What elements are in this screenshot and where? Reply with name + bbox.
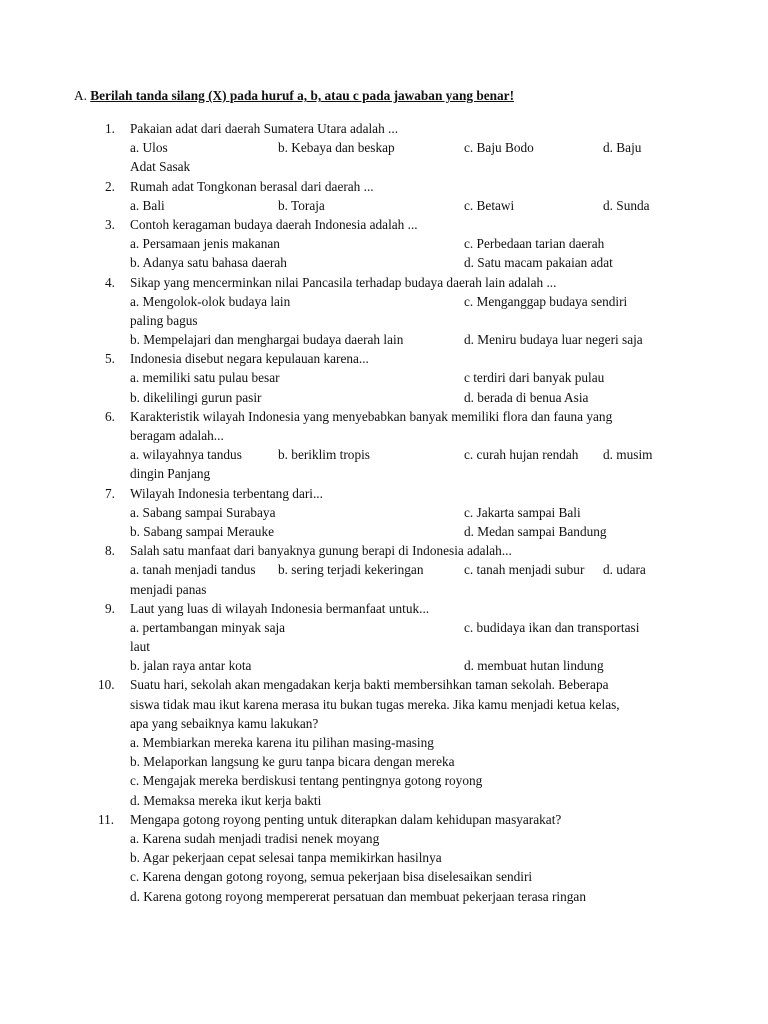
answer-options-row	[0, 580, 768, 599]
question-number: 6.	[105, 408, 115, 424]
question-list	[0, 119, 768, 906]
answer-options-row	[0, 196, 768, 215]
answer-option-continuation: Adat Sasak	[130, 159, 191, 175]
answer-options-row	[0, 887, 768, 906]
answer-option[interactable]: d. Meniru budaya luar negeri saja	[464, 332, 643, 348]
answer-option[interactable]: b. Mempelajari dan menghargai budaya daerah lain	[130, 332, 404, 348]
question-stem-line	[0, 810, 768, 829]
answer-option[interactable]: c. tanah menjadi subur	[464, 562, 585, 578]
answer-option[interactable]: b. jalan raya antar kota	[130, 658, 252, 674]
answer-option[interactable]: b. dikelilingi gurun pasir	[130, 389, 262, 405]
answer-option[interactable]: a. Membiarkan mereka karena itu pilihan masing-masing	[130, 735, 434, 750]
answer-option[interactable]: d. Baju	[603, 140, 642, 156]
answer-options-row	[0, 867, 768, 886]
answer-option[interactable]: d. musim	[603, 447, 653, 463]
question-text: Sikap yang mencerminkan nilai Pancasila terhadap budaya daerah lain adalah ...	[130, 274, 557, 290]
question-item	[0, 541, 768, 599]
answer-options-row	[0, 464, 768, 483]
answer-option[interactable]: d. Medan sampai Bandung	[464, 523, 607, 539]
answer-option[interactable]: a. Bali	[130, 197, 165, 213]
answer-options-row	[0, 656, 768, 675]
question-number: 8.	[105, 543, 115, 559]
question-stem-line	[0, 426, 768, 445]
section-heading	[74, 86, 514, 105]
answer-option[interactable]: d. Karena gotong royong mempererat persatuan dan membuat pekerjaan terasa ringan	[130, 888, 586, 904]
answer-option[interactable]: c. budidaya ikan dan transportasi	[464, 619, 640, 635]
answer-options-row	[0, 388, 768, 407]
answer-options-row	[0, 253, 768, 272]
answer-options-row	[0, 637, 768, 656]
answer-option[interactable]: b. Melaporkan langsung ke guru tanpa bicara dengan mereka	[130, 754, 455, 770]
answer-option[interactable]: c. Baju Bodo	[464, 140, 534, 156]
answer-option[interactable]: d. Sunda	[603, 197, 650, 213]
answer-options-row	[0, 829, 768, 848]
question-number: 7.	[105, 485, 115, 501]
question-stem-line	[0, 599, 768, 618]
answer-option[interactable]: b. Sabang sampai Merauke	[130, 523, 275, 539]
answer-option[interactable]: d. membuat hutan lindung	[464, 658, 604, 674]
question-text: Karakteristik wilayah Indonesia yang menyebabkan banyak memiliki flora dan fauna yang	[130, 408, 613, 424]
answer-option[interactable]: b. Adanya satu bahasa daerah	[130, 255, 287, 271]
answer-options-row	[0, 234, 768, 253]
question-stem-line	[0, 215, 768, 234]
question-text: apa yang sebaiknya kamu lakukan?	[130, 715, 319, 731]
question-item	[0, 349, 768, 407]
answer-option[interactable]: a. tanah menjadi tandus	[130, 562, 256, 578]
answer-options-row	[0, 522, 768, 541]
answer-options-row	[0, 157, 768, 176]
answer-option[interactable]: d. Memaksa mereka ikut kerja bakti	[130, 792, 322, 808]
question-text: Salah satu manfaat dari banyaknya gunung berapi di Indonesia adalah...	[130, 543, 512, 559]
answer-option-continuation: paling bagus	[130, 312, 198, 328]
answer-option[interactable]: c. Menganggap budaya sendiri	[464, 293, 628, 309]
answer-option[interactable]: a. wilayahnya tandus	[130, 447, 242, 463]
answer-option[interactable]: c. Jakarta sampai Bali	[464, 504, 581, 520]
question-number: 9.	[105, 600, 115, 616]
answer-options-row	[0, 330, 768, 349]
answer-option[interactable]: b. sering terjadi kekeringan	[278, 562, 424, 578]
answer-option[interactable]: b. beriklim tropis	[278, 447, 370, 463]
answer-options-row	[0, 138, 768, 157]
question-stem-line	[0, 273, 768, 292]
question-item	[0, 675, 768, 809]
question-stem-line	[0, 695, 768, 714]
answer-options-row	[0, 618, 768, 637]
answer-option[interactable]: b. Kebaya dan beskap	[278, 140, 395, 156]
question-text: Pakaian adat dari daerah Sumatera Utara adalah ...	[130, 121, 399, 136]
question-stem-line	[0, 407, 768, 426]
question-number: 10.	[98, 677, 115, 693]
question-item	[0, 599, 768, 676]
answer-option[interactable]: c. curah hujan rendah	[464, 447, 579, 463]
answer-options-row	[0, 503, 768, 522]
answer-options-row	[0, 771, 768, 790]
question-text: beragam adalah...	[130, 428, 224, 443]
answer-option[interactable]: a. pertambangan minyak saja	[130, 619, 286, 635]
question-text: Suatu hari, sekolah akan mengadakan kerja bakti membersihkan taman sekolah. Beberapa	[130, 677, 609, 693]
answer-option[interactable]: a. Karena sudah menjadi tradisi nenek moyang	[130, 830, 380, 846]
answer-option-continuation: menjadi panas	[130, 581, 207, 597]
answer-options-row	[0, 791, 768, 810]
question-number: 2.	[105, 178, 115, 194]
question-item	[0, 810, 768, 906]
answer-option[interactable]: b. Agar pekerjaan cepat selesai tanpa memikirkan hasilnya	[130, 850, 442, 866]
answer-options-row	[0, 752, 768, 771]
question-number: 1.	[105, 121, 115, 136]
answer-option[interactable]: c. Perbedaan tarian daerah	[464, 236, 605, 252]
question-item	[0, 484, 768, 542]
answer-option-continuation: dingin Panjang	[130, 466, 211, 482]
answer-options-row	[0, 445, 768, 464]
question-number: 3.	[105, 216, 115, 232]
question-number: 5.	[105, 351, 115, 367]
answer-options-row	[0, 368, 768, 387]
question-item	[0, 215, 768, 273]
question-text: Mengapa gotong royong penting untuk diterapkan dalam kehidupan masyarakat?	[130, 811, 562, 827]
section-instruction: Berilah tanda silang (X) pada huruf a, b, atau c pada jawaban yang benar!	[90, 88, 514, 103]
question-number: 11.	[98, 811, 115, 827]
answer-option[interactable]: a. Ulos	[130, 140, 168, 156]
answer-option[interactable]: c. Betawi	[464, 197, 515, 213]
answer-option[interactable]: a. Mengolok-olok budaya lain	[130, 293, 291, 309]
question-stem-line	[0, 119, 768, 138]
answer-options-row	[0, 733, 768, 752]
question-text: Rumah adat Tongkonan berasal dari daerah ...	[130, 178, 374, 194]
answer-option[interactable]: c terdiri dari banyak pulau	[464, 370, 605, 386]
question-stem-line	[0, 541, 768, 560]
answer-option-continuation: laut	[130, 639, 150, 655]
answer-option[interactable]: c. Karena dengan gotong royong, semua pekerjaan bisa diselesaikan sendiri	[130, 869, 533, 885]
answer-option[interactable]: d. berada di benua Asia	[464, 389, 589, 405]
answer-options-row	[0, 311, 768, 330]
answer-options-row	[0, 848, 768, 867]
question-text: Indonesia disebut negara kepulauan karena...	[130, 351, 369, 367]
section-letter: A.	[74, 88, 87, 103]
answer-option[interactable]: d. Satu macam pakaian adat	[464, 255, 613, 271]
answer-option[interactable]: a. Persamaan jenis makanan	[130, 236, 280, 252]
answer-option[interactable]: a. memiliki satu pulau besar	[130, 370, 280, 386]
answer-options-row	[0, 292, 768, 311]
question-stem-line	[0, 484, 768, 503]
answer-option[interactable]: d. udara	[603, 562, 646, 578]
question-item	[0, 407, 768, 484]
question-text: Contoh keragaman budaya daerah Indonesia adalah ...	[130, 216, 418, 232]
question-text: siswa tidak mau ikut karena merasa itu bukan tugas mereka. Jika kamu menjadi ketua kelas,	[130, 696, 620, 712]
question-text: Laut yang luas di wilayah Indonesia bermanfaat untuk...	[130, 600, 430, 616]
question-text: Wilayah Indonesia terbentang dari...	[130, 485, 323, 501]
question-stem-line	[0, 714, 768, 733]
answer-options-row	[0, 560, 768, 579]
answer-option[interactable]: c. Mengajak mereka berdiskusi tentang pentingnya gotong royong	[130, 773, 483, 789]
question-stem-line	[0, 177, 768, 196]
answer-option[interactable]: b. Toraja	[278, 197, 325, 213]
answer-option[interactable]: a. Sabang sampai Surabaya	[130, 504, 276, 520]
question-stem-line	[0, 349, 768, 368]
question-number: 4.	[105, 274, 115, 290]
question-item	[0, 119, 768, 177]
question-stem-line	[0, 675, 768, 694]
question-item	[0, 177, 768, 215]
question-item	[0, 273, 768, 350]
